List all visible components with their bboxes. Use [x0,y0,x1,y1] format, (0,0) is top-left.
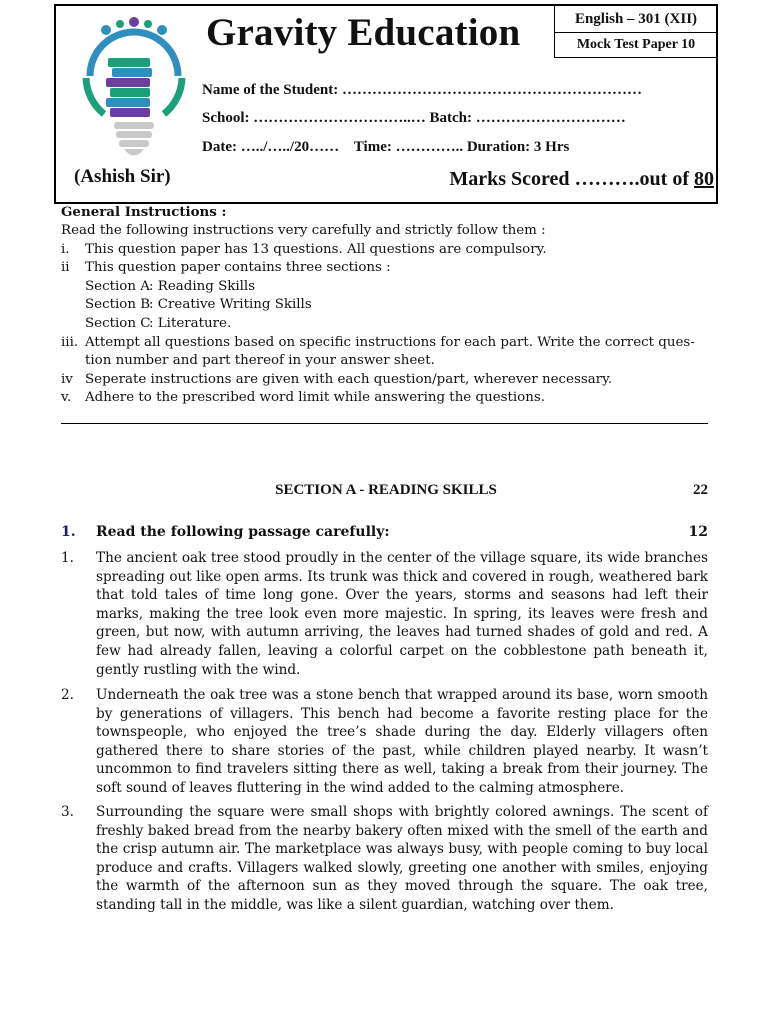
section-marks: 22 [693,482,708,498]
marks-total: 80 [694,168,714,190]
instructions-list [61,222,709,408]
marks-scored-field[interactable] [449,168,714,191]
section-list-item: Section A : Reading Skills [85,278,256,294]
instruction-item: i. This question paper has 13 questions. All questions are compulsory. [61,241,547,257]
instruction-item: ii This question paper contains three sections : [61,260,391,276]
instruction-item: v. Adhere to the prescribed word limit while answering the questions. [61,390,545,406]
passage-paragraph [61,549,708,679]
paragraph-number: 1. [61,550,74,566]
paragraph-text: Underneath the oak tree was a stone bench that wrapped around its base, worn smooth by generations of villagers. This bench had become a favorite resting place for the townspeople, who enjoyed the tree’s shade during the day. Elderly villagers often gathered there to share stories of the past, while children played nearby. It wasn’t uncommon to find travelers sitting there as well, taking a break from their journey. The soft sound of leaves fluttering in the wind added to the calming atmosphere. [96,687,708,796]
paper-number: Mock Test Paper 10 [576,37,696,52]
paragraph-number: 2. [61,687,74,703]
divider [61,423,708,424]
subject-box [554,5,717,58]
paragraph-text: Surrounding the square were small shops with brightly colored awnings. The scent of freshly baked bread from the nearby bakery often mixed with the smell of the earth and the crisp autumn air. The marketplace was always busy, with people coming to buy local produce and crafts. Villagers walked slowly, greeting one another with smiles, enjoying the warmth of the afternoon sun as they moved through the square. The oak tree, standing tall in the middle, was like a silent guardian, watching over them. [96,804,708,913]
subject-code: English – 301 (XII) [555,5,717,33]
school-batch-field[interactable]: School: …………………………..… Batch: ………………………… [202,110,626,126]
teacher-name: (Ashish Sir) [74,166,171,187]
instruction-item: iii. Attempt all questions based on specific instructions for each part. Write the correct ques- [61,334,695,350]
question-text: Read the following passage carefully: [96,524,390,540]
date-time-duration-field[interactable]: Date: …../…../20…… Time: ………….. Duration: 3 Hrs [202,139,570,155]
student-name-field[interactable]: Name of the Student: …………………………………………………… [202,82,642,98]
section-title: SECTION A - READING SKILLS [275,482,497,498]
lightbulb-books-logo-icon [76,16,192,166]
question-number: 1. [61,524,76,540]
instruction-item: iv Seperate instructions are given with each question/part, wherever necessary. [61,371,613,387]
passage-paragraph [61,803,708,915]
instruction-item: tion number and part thereof in your answer sheet. [85,353,435,369]
question-marks: 12 [688,524,708,540]
paragraph-text: The ancient oak tree stood proudly in the center of the village square, its wide branches spreading out like open arms. Its trunk was thick and covered in rough, weathered bark that told tales of time long gone. Over the years, storms and seasons had left their marks, making the tree look even more majestic. In spring, its leaves were fresh and green, but now, with autumn arriving, the leaves had turned shades of gold and red. A few had already fallen, leaving a colorful carpet on the cobblestone path beneath it, gently rustling with the wind. [96,550,708,678]
header-box [54,4,718,204]
marks-scored-label: Marks Scored ……….out of [449,168,694,190]
instructions-intro: Read the following instructions very carefully and strictly follow them : [61,223,546,238]
passage-paragraph [61,686,708,798]
section-list-item: Section B : Creative Writing Skills [85,297,312,313]
section-list-item: Section C : Literature. [85,315,232,331]
instructions-heading: General Instructions : [61,204,227,220]
paragraph-number: 3. [61,804,74,820]
school-title: Gravity Education [206,11,521,54]
